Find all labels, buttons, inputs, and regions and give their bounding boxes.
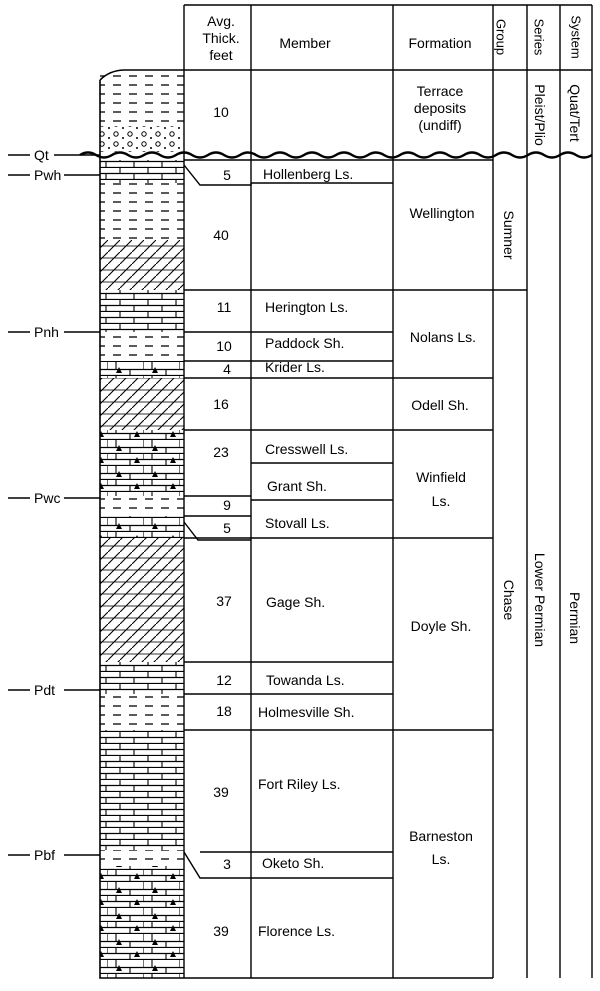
thickness-value: 39 xyxy=(213,923,229,939)
header-formation: Formation xyxy=(408,35,472,51)
thickness-value: 23 xyxy=(213,444,229,460)
lithology-column xyxy=(80,70,592,978)
oketo-shale-bed xyxy=(100,850,184,866)
formation-doyle: Doyle Sh. xyxy=(410,618,472,634)
formation-winfield-line1: Winfield xyxy=(416,469,466,485)
thickness-value: 16 xyxy=(213,396,229,412)
formation-terrace-line1: Terrace xyxy=(416,83,464,99)
thickness-value: 37 xyxy=(216,593,232,609)
thickness-value: 12 xyxy=(216,672,232,688)
wellington-calcareous-bed xyxy=(100,240,184,290)
fort-riley-limestone-bed xyxy=(100,730,184,850)
member-column xyxy=(258,166,354,939)
member-holmesville: Holmesville Sh. xyxy=(258,704,355,720)
group-sumner: Sumner xyxy=(501,210,517,260)
member-cresswell: Cresswell Ls. xyxy=(265,441,349,457)
thickness-column xyxy=(213,104,232,939)
herington-limestone-bed xyxy=(100,290,184,332)
series-column xyxy=(532,84,548,647)
map-unit-pdt: Pdt xyxy=(34,682,56,698)
unconformity-wavy-line xyxy=(80,153,592,158)
system-quat-tert: Quat/Tert xyxy=(567,84,583,142)
formation-terrace-line3: (undiff) xyxy=(418,117,462,133)
formation-winfield-line2: Ls. xyxy=(431,493,451,509)
header-series: Series xyxy=(531,18,547,56)
header-thickness-line1: Avg. xyxy=(207,13,235,29)
map-unit-pwc: Pwc xyxy=(34,490,61,506)
thickness-value: 11 xyxy=(216,299,232,315)
thickness-value: 4 xyxy=(223,361,231,377)
map-unit-pwh: Pwh xyxy=(34,167,62,183)
thickness-value: 5 xyxy=(223,520,231,536)
map-unit-labels xyxy=(8,147,100,863)
holmesville-shale-bed xyxy=(100,694,184,730)
thickness-value: 40 xyxy=(213,227,229,243)
grant-shale-bed xyxy=(100,496,184,516)
header-thickness-line2: Thick. xyxy=(202,30,240,46)
thickness-value: 39 xyxy=(213,784,229,800)
header-group: Group xyxy=(493,18,509,56)
member-hollenberg: Hollenberg Ls. xyxy=(263,166,354,182)
header-thickness-line3: feet xyxy=(209,47,233,63)
header-system: System xyxy=(568,15,584,59)
member-grant: Grant Sh. xyxy=(267,478,327,494)
member-fort-riley: Fort Riley Ls. xyxy=(258,776,341,792)
map-unit-pbf: Pbf xyxy=(34,847,56,863)
system-permian: Permian xyxy=(567,591,583,645)
table-grid xyxy=(184,5,592,978)
formation-odell: Odell Sh. xyxy=(411,397,469,413)
series-pleist-plio: Pleist/Plio xyxy=(532,84,548,146)
formation-wellington: Wellington xyxy=(409,205,475,221)
member-gage: Gage Sh. xyxy=(266,594,326,610)
formation-terrace-line2: deposits xyxy=(413,100,467,116)
header-member: Member xyxy=(279,35,331,51)
thickness-value: 10 xyxy=(213,104,229,120)
member-florence: Florence Ls. xyxy=(258,923,336,939)
map-unit-qt: Qt xyxy=(34,147,49,163)
group-column xyxy=(501,210,517,620)
towanda-limestone-bed xyxy=(100,662,184,694)
krider-limestone-bed xyxy=(100,361,184,378)
system-column xyxy=(567,84,583,644)
terrace-gravel-bed xyxy=(100,126,184,152)
gage-shale-bed xyxy=(100,538,184,662)
stovall-limestone-bed xyxy=(100,516,184,538)
hollenberg-limestone-bed xyxy=(100,160,184,183)
thickness-value: 9 xyxy=(223,497,231,513)
member-stovall: Stovall Ls. xyxy=(265,515,330,531)
formation-nolans: Nolans Ls. xyxy=(409,329,477,345)
odell-shale-bed xyxy=(100,378,184,430)
thickness-value: 5 xyxy=(223,167,231,183)
map-unit-pnh: Pnh xyxy=(34,324,59,340)
member-herington: Herington Ls. xyxy=(265,299,349,315)
thickness-value: 3 xyxy=(223,856,231,872)
member-towanda: Towanda Ls. xyxy=(266,672,345,688)
terrace-silt-bed xyxy=(100,72,184,126)
series-lower-permian: Lower Permian xyxy=(532,552,548,648)
formation-barneston-line1: Barneston xyxy=(409,828,473,844)
hollenberg-leader xyxy=(184,165,251,185)
thickness-value: 10 xyxy=(216,338,232,354)
formation-column xyxy=(409,83,476,867)
thickness-value: 18 xyxy=(216,703,232,719)
cresswell-limestone-bed xyxy=(100,430,184,496)
member-paddock: Paddock Sh. xyxy=(265,335,345,351)
formation-barneston-line2: Ls. xyxy=(431,851,451,867)
group-chase: Chase xyxy=(501,579,517,621)
wellington-shale-bed xyxy=(100,183,184,240)
florence-limestone-bed xyxy=(100,866,184,978)
member-krider: Krider Ls. xyxy=(265,359,325,375)
member-oketo: Oketo Sh. xyxy=(262,855,325,871)
paddock-shale-bed xyxy=(100,332,184,361)
